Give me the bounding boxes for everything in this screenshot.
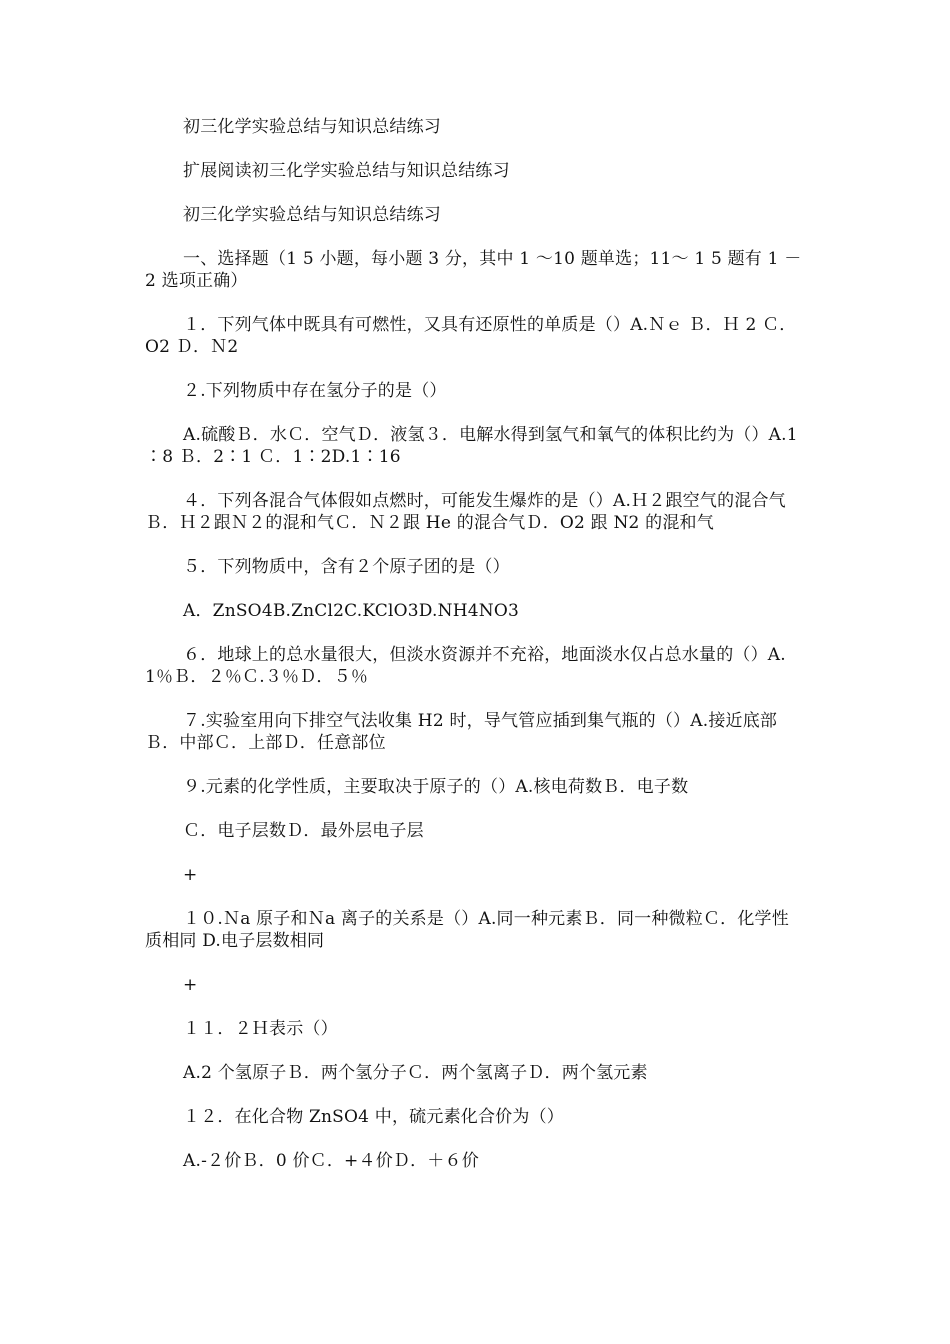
question-1: １．下列气体中既具有可燃性，又具有还原性的单质是（）A.Ｎｅ Ｂ．Ｈ 2 Ｃ．O2 Ｄ．Ｎ2: [145, 315, 797, 357]
section-heading: 一、选择题（1 5 小题，每小题 3 分，其中 1 ～10 题单选；11～ 1 5 题有 1 － 2 选项正确）: [145, 249, 802, 291]
document-subtitle: 扩展阅读初三化学实验总结与知识总结练习: [183, 161, 510, 181]
question-11-options: A.2 个氢原子Ｂ．两个氢分子Ｃ．两个氢离子Ｄ．两个氢元素: [183, 1063, 648, 1083]
question-2: ２.下列物质中存在氢分子的是（）: [183, 381, 447, 401]
plus-marker: +: [183, 865, 198, 885]
plus-marker: +: [183, 975, 198, 995]
question-4: ４．下列各混合气体假如点燃时，可能发生爆炸的是（）A.Ｈ２跟空气的混合气Ｂ．Ｈ２跟Ｎ２的混和气Ｃ．Ｎ２跟 He 的混合气Ｄ．O2 跟 N2 的混和气: [145, 491, 786, 533]
question-11: １１．２Ｈ表示（）: [183, 1019, 338, 1039]
question-6: ６．地球上的总水量很大，但淡水资源并不充裕，地面淡水仅占总水量的（）A.1％Ｂ．２％Ｃ.３％Ｄ．５％: [145, 645, 786, 687]
question-5: ５．下列物质中，含有２个原子团的是（）: [183, 557, 510, 577]
document-heading: 初三化学实验总结与知识总结练习: [183, 205, 441, 225]
question-5-options: A．ZnSO4B.ZnCl2C.KClO3D.NH4NO3: [183, 601, 519, 621]
question-7: ７.实验室用向下排空气法收集 H2 时，导气管应插到集气瓶的（）A.接近底部Ｂ．中部Ｃ．上部Ｄ．任意部位: [145, 711, 778, 753]
question-12: １２．在化合物 ZnSO4 中，硫元素化合价为（）: [183, 1107, 564, 1127]
question-10: １０.Ｎa 原子和Ｎa 离子的关系是（）A.同一种元素Ｂ．同一种微粒Ｃ．化学性质相同 D.电子层数相同: [145, 909, 789, 951]
question-9-options: Ｃ．电子层数Ｄ．最外层电子层: [183, 821, 424, 841]
question-12-options: A.-２价Ｂ．0 价Ｃ．+４价Ｄ．＋６价: [183, 1151, 479, 1171]
document-title: 初三化学实验总结与知识总结练习: [183, 117, 441, 137]
question-9: ９.元素的化学性质，主要取决于原子的（）A.核电荷数Ｂ．电子数: [183, 777, 689, 797]
question-2-options-and-question-3: A.硫酸Ｂ．水Ｃ．空气Ｄ．液氢３．电解水得到氢气和氧气的体积比约为（）A.1∶8 Ｂ．2∶1 Ｃ．1∶2D.1∶16: [145, 425, 798, 467]
